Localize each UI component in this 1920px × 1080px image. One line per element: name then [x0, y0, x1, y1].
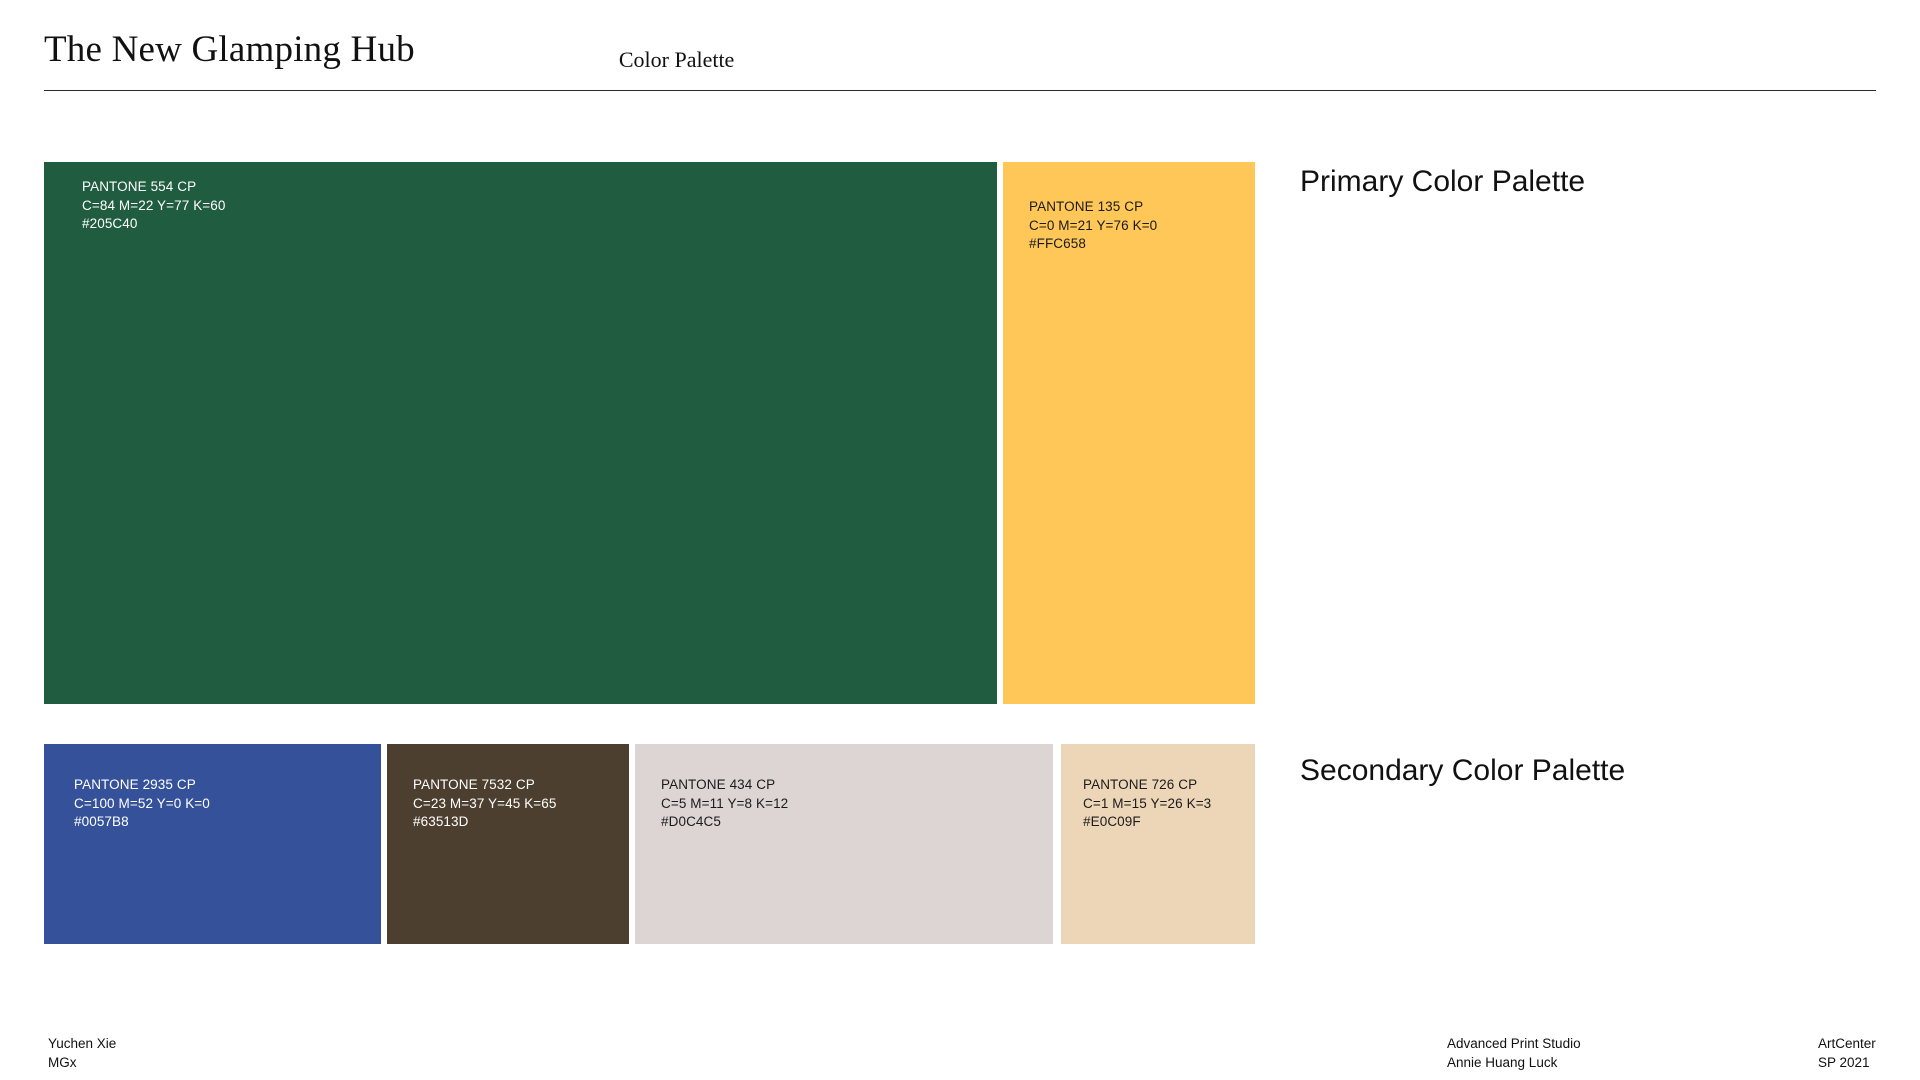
page-subtitle: Color Palette	[618, 47, 735, 72]
swatch-cmyk: C=100 M=52 Y=0 K=0	[74, 795, 210, 811]
swatch-cmyk: C=5 M=11 Y=8 K=12	[661, 795, 789, 811]
swatch-pantone: PANTONE 7532 CP	[413, 777, 535, 792]
footer-author-program: MGx	[48, 1054, 77, 1070]
footer-term: SP 2021	[1818, 1054, 1870, 1070]
swatch-pantone: PANTONE 726 CP	[1083, 777, 1198, 792]
swatch-hex: #205C40	[82, 216, 138, 231]
footer-author	[48, 1035, 116, 1072]
swatch-cmyk: C=84 M=22 Y=77 K=60	[82, 197, 226, 213]
color-swatch	[44, 162, 997, 704]
color-swatch	[387, 744, 629, 944]
footer-course-name: Advanced Print Studio	[1447, 1036, 1581, 1051]
swatch-info	[387, 744, 629, 832]
primary-palette-label: Primary Color Palette	[1300, 165, 1586, 198]
swatch-pantone: PANTONE 434 CP	[661, 777, 776, 792]
swatch-cmyk: C=23 M=37 Y=45 K=65	[413, 795, 557, 811]
color-swatch	[635, 744, 1053, 944]
color-swatch	[44, 744, 381, 944]
swatch-info	[44, 744, 381, 832]
swatch-hex: #0057B8	[74, 814, 129, 829]
secondary-palette-label: Secondary Color Palette	[1300, 754, 1626, 787]
swatch-hex: #E0C09F	[1083, 814, 1141, 829]
swatch-hex: #FFC658	[1029, 236, 1086, 251]
swatch-cmyk: C=0 M=21 Y=76 K=0	[1029, 217, 1158, 233]
swatch-pantone: PANTONE 554 CP	[82, 179, 197, 194]
swatch-pantone: PANTONE 135 CP	[1029, 199, 1144, 214]
swatch-hex: #63513D	[413, 814, 469, 829]
page-title: The New Glamping Hub	[44, 29, 415, 70]
swatch-pantone: PANTONE 2935 CP	[74, 777, 196, 792]
color-swatch	[1061, 744, 1255, 944]
footer-course	[1447, 1035, 1581, 1072]
footer-instructor-name: Annie Huang Luck	[1447, 1054, 1558, 1070]
swatch-cmyk: C=1 M=15 Y=26 K=3	[1083, 795, 1212, 811]
swatch-info	[1003, 162, 1255, 254]
swatch-hex: #D0C4C5	[661, 814, 721, 829]
swatch-info	[1061, 744, 1255, 832]
swatch-info	[635, 744, 1053, 832]
swatch-info	[44, 162, 997, 234]
page-header	[44, 28, 1876, 91]
color-swatch	[1003, 162, 1255, 704]
footer-school-name: ArtCenter	[1818, 1036, 1876, 1051]
footer-school	[1818, 1035, 1876, 1072]
footer-author-name: Yuchen Xie	[48, 1036, 117, 1051]
